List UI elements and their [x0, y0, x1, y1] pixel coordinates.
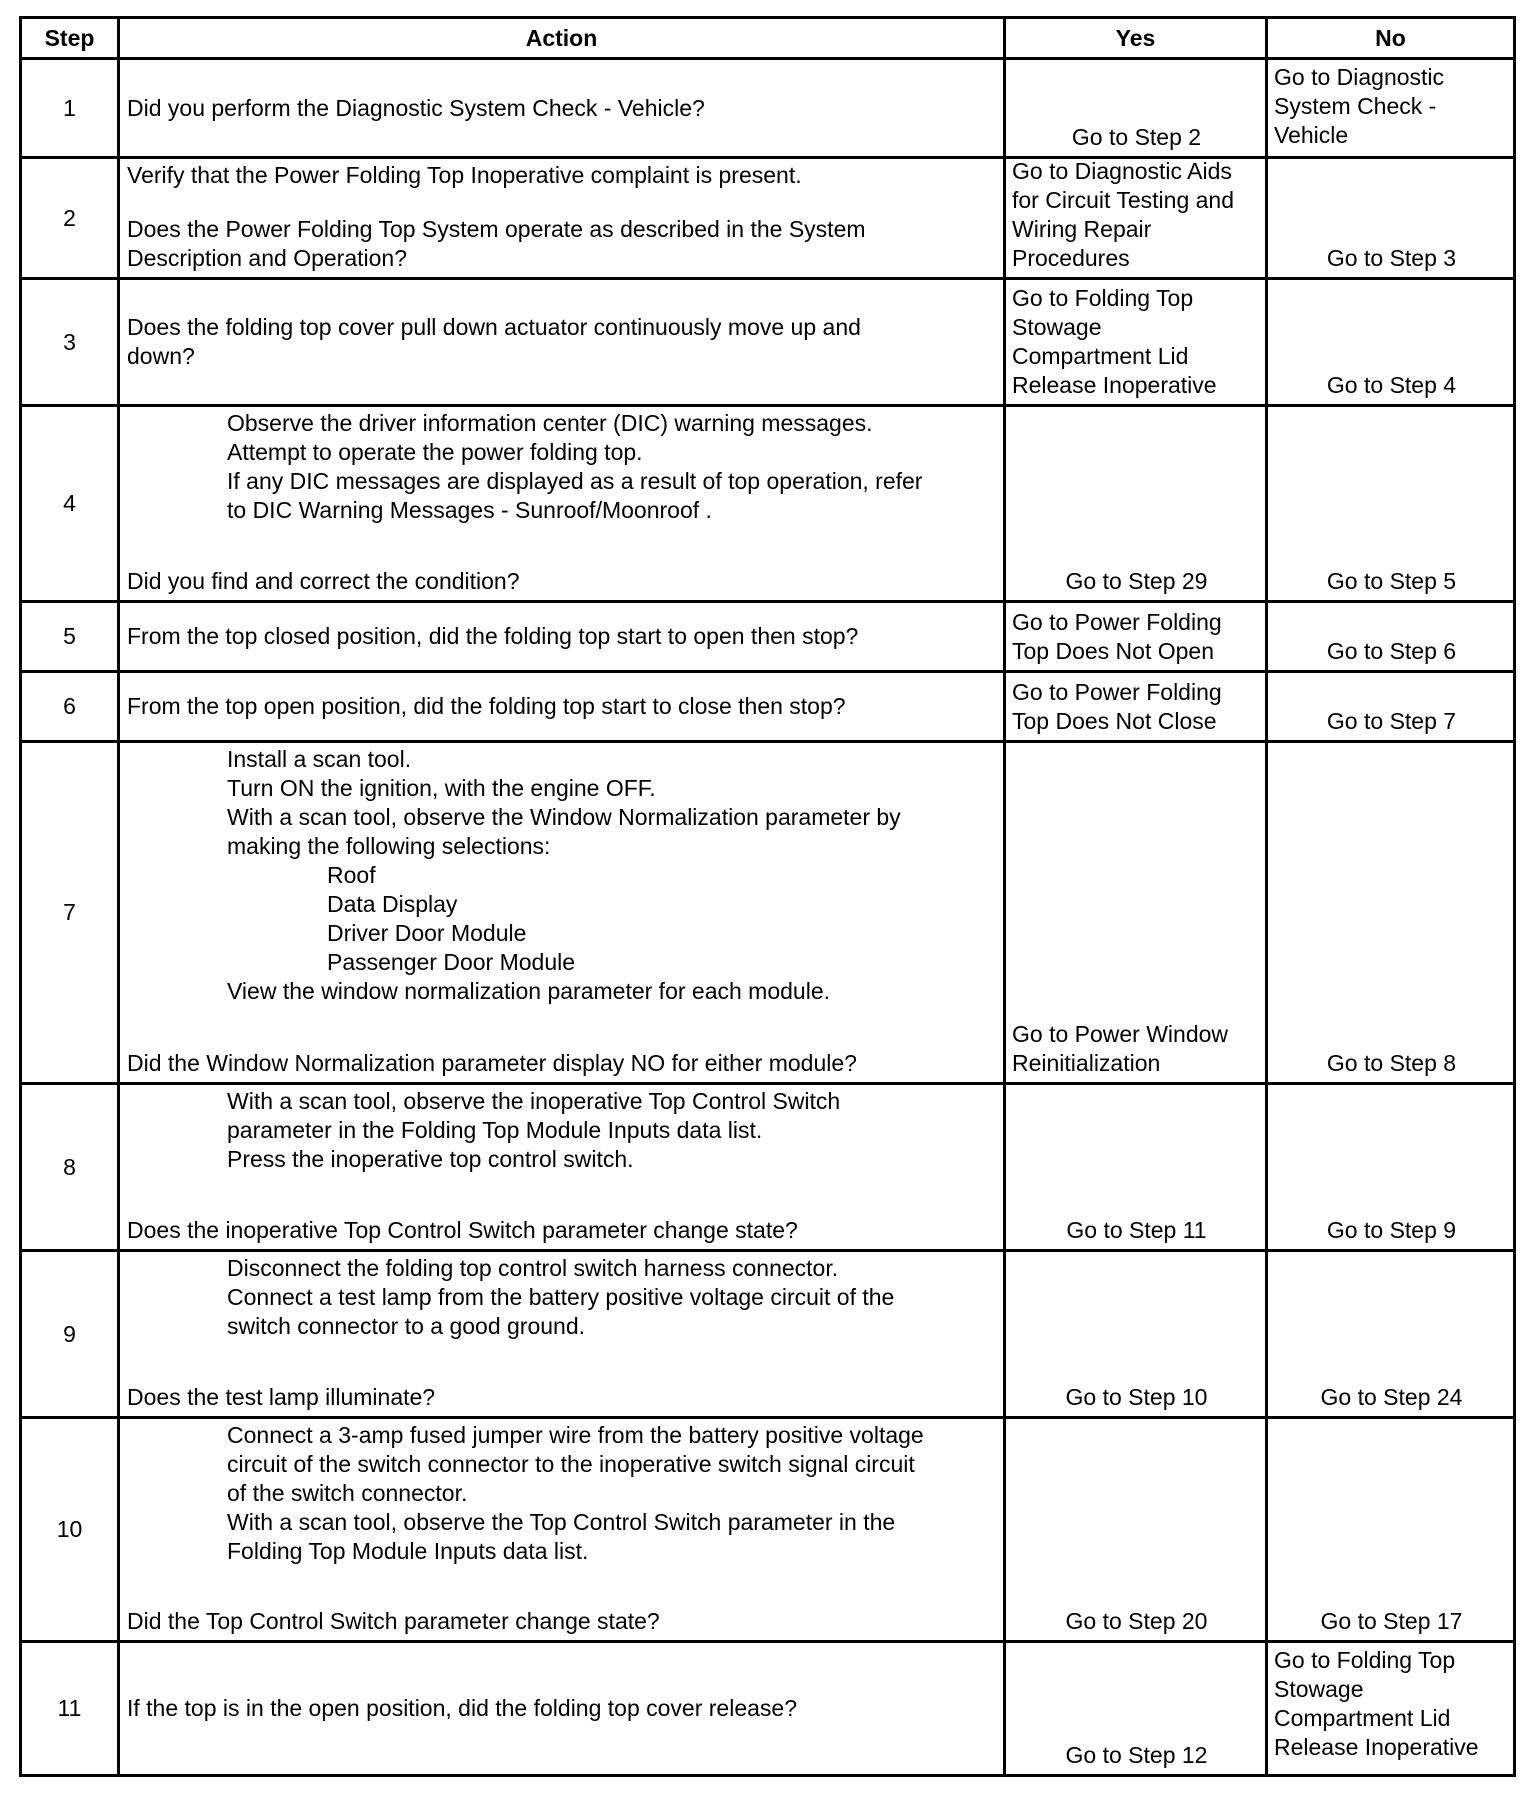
- action-substep: With a scan tool, observe the Top Control Switch parameter in the Folding Top Module Inputs data list.: [227, 1509, 896, 1564]
- no-result: Go to Diagnostic System Check - Vehicle: [1274, 64, 1445, 148]
- action-cell: [120, 159, 1006, 277]
- table-row-step-8: [22, 1085, 1513, 1252]
- action-cell: [120, 1252, 1006, 1416]
- no-cell: [1268, 743, 1513, 1082]
- yes-result: Go to Power Folding Top Does Not Open: [1012, 609, 1222, 664]
- no-result: Go to Step 17: [1320, 1608, 1463, 1634]
- action-cell: [120, 1085, 1006, 1249]
- action-selection: Driver Door Module: [327, 920, 527, 946]
- header-no: No: [1375, 24, 1406, 51]
- action-question: Does the test lamp illuminate?: [127, 1384, 436, 1410]
- action-substep: Disconnect the folding top control switch harness connector.: [227, 1255, 839, 1281]
- yes-cell: [1006, 1419, 1268, 1640]
- action-cell: [120, 407, 1006, 600]
- action-substep: If any DIC messages are displayed as a result of top operation, refer to DIC Warning Messages - Sunroof/Moonroof .: [227, 468, 923, 523]
- action-substep: View the window normalization parameter for each module.: [227, 978, 830, 1004]
- step-number: 1: [22, 60, 120, 156]
- yes-result: Go to Power Window Reinitialization: [1012, 1021, 1229, 1076]
- action-cell: [120, 1643, 1006, 1774]
- action-cell: [120, 1419, 1006, 1640]
- yes-cell: [1006, 159, 1268, 277]
- action-selection: Passenger Door Module: [327, 949, 576, 975]
- no-result: Go to Step 3: [1326, 245, 1457, 271]
- no-cell: [1268, 603, 1513, 670]
- action-question: Does the folding top cover pull down actuator continuously move up and down?: [127, 314, 861, 369]
- step-number: 8: [22, 1085, 120, 1249]
- no-result: Go to Step 9: [1326, 1217, 1457, 1243]
- yes-result: Go to Step 29: [1065, 568, 1208, 594]
- action-question: Does the inoperative Top Control Switch parameter change state?: [127, 1217, 798, 1243]
- action-substep: Install a scan tool.: [227, 746, 412, 772]
- action-substep: Connect a 3-amp fused jumper wire from the battery positive voltage circuit of the switch connector to the inoperative switch signal circuit of the switch connector.: [227, 1422, 924, 1506]
- step-number: 7: [22, 743, 120, 1082]
- header-step: Step: [22, 19, 120, 57]
- step-number: 6: [22, 673, 120, 740]
- action-question: Did you find and correct the condition?: [127, 568, 520, 594]
- no-result: Go to Folding Top Stowage Compartment Lid Release Inoperative: [1274, 1647, 1479, 1760]
- yes-result: Go to Step 20: [1065, 1608, 1208, 1634]
- table-row-step-1: [22, 60, 1513, 159]
- action-question: If the top is in the open position, did the folding top cover release?: [127, 1695, 797, 1721]
- no-cell: [1268, 1252, 1513, 1416]
- step-number: 5: [22, 603, 120, 670]
- yes-cell: [1006, 1252, 1268, 1416]
- no-result: Go to Step 6: [1326, 638, 1457, 664]
- table-row-step-6: [22, 673, 1513, 743]
- action-question: Does the Power Folding Top System operate as described in the System Description and Operation?: [127, 216, 866, 271]
- action-intro: Verify that the Power Folding Top Inoperative complaint is present.: [127, 162, 802, 188]
- table-row-step-11: [22, 1643, 1513, 1774]
- table-row-step-5: [22, 603, 1513, 673]
- diagnostic-table: [19, 16, 1516, 1777]
- yes-result: Go to Step 2: [1071, 124, 1202, 150]
- action-substep: With a scan tool, observe the inoperative Top Control Switch parameter in the Folding Top Module Inputs data list.: [227, 1088, 841, 1143]
- step-number: 3: [22, 280, 120, 404]
- yes-result: Go to Step 10: [1065, 1384, 1208, 1410]
- table-row-step-4: [22, 407, 1513, 603]
- yes-cell: [1006, 407, 1268, 600]
- step-number: 11: [22, 1643, 120, 1774]
- no-result: Go to Step 8: [1326, 1050, 1457, 1076]
- no-result: Go to Step 5: [1326, 568, 1457, 594]
- no-cell: [1268, 60, 1513, 156]
- action-substep: With a scan tool, observe the Window Normalization parameter by making the following selections:: [227, 804, 901, 859]
- action-substep: Press the inoperative top control switch.: [227, 1146, 634, 1172]
- table-row-step-7: [22, 743, 1513, 1085]
- yes-result: Go to Diagnostic Aids for Circuit Testing and Wiring Repair Procedures: [1012, 158, 1235, 271]
- action-question: Did you perform the Diagnostic System Check - Vehicle?: [127, 94, 705, 121]
- yes-cell: [1006, 280, 1268, 404]
- yes-result: Go to Power Folding Top Does Not Close: [1012, 679, 1222, 734]
- action-selection: Data Display: [327, 891, 458, 917]
- no-cell: [1268, 1085, 1513, 1249]
- no-cell: [1268, 159, 1513, 277]
- header-action: Action: [120, 19, 1006, 57]
- table-row-step-9: [22, 1252, 1513, 1419]
- yes-result: Go to Step 11: [1066, 1217, 1207, 1243]
- action-question: Did the Window Normalization parameter display NO for either module?: [127, 1050, 857, 1076]
- action-cell: [120, 603, 1006, 670]
- no-cell: [1268, 407, 1513, 600]
- action-selection: Roof: [327, 862, 376, 888]
- no-result: Go to Step 7: [1326, 708, 1457, 734]
- table-row-step-2: [22, 159, 1513, 280]
- action-substep: Attempt to operate the power folding top.: [227, 439, 643, 465]
- table-header-row: [22, 19, 1513, 60]
- action-cell: [120, 60, 1006, 156]
- yes-cell: [1006, 603, 1268, 670]
- table-row-step-10: [22, 1419, 1513, 1643]
- action-cell: [120, 673, 1006, 740]
- action-substep: Connect a test lamp from the battery positive voltage circuit of the switch connector to a good ground.: [227, 1284, 895, 1339]
- table-row-step-3: [22, 280, 1513, 407]
- yes-cell: [1006, 1085, 1268, 1249]
- action-question: Did the Top Control Switch parameter change state?: [127, 1608, 660, 1634]
- action-substep: Turn ON the ignition, with the engine OFF.: [227, 775, 656, 801]
- yes-cell: [1006, 673, 1268, 740]
- yes-cell: [1006, 743, 1268, 1082]
- no-result: Go to Step 4: [1326, 372, 1457, 398]
- action-question: From the top open position, did the folding top start to close then stop?: [127, 693, 846, 719]
- no-cell: [1268, 1419, 1513, 1640]
- action-cell: [120, 743, 1006, 1082]
- yes-cell: [1006, 1643, 1268, 1774]
- step-number: 4: [22, 407, 120, 600]
- step-number: 2: [22, 159, 120, 277]
- yes-result: Go to Folding Top Stowage Compartment Lid Release Inoperative: [1012, 285, 1217, 398]
- header-yes: Yes: [1006, 19, 1268, 57]
- no-cell: [1268, 1643, 1513, 1774]
- yes-result: Go to Step 12: [1065, 1742, 1208, 1768]
- step-number: 9: [22, 1252, 120, 1416]
- no-result: Go to Step 24: [1320, 1384, 1463, 1410]
- no-cell: [1268, 280, 1513, 404]
- step-number: 10: [22, 1419, 120, 1640]
- no-cell: [1268, 673, 1513, 740]
- action-cell: [120, 280, 1006, 404]
- action-question: From the top closed position, did the folding top start to open then stop?: [127, 623, 859, 649]
- yes-cell: [1006, 60, 1268, 156]
- action-substep: Observe the driver information center (DIC) warning messages.: [227, 410, 873, 436]
